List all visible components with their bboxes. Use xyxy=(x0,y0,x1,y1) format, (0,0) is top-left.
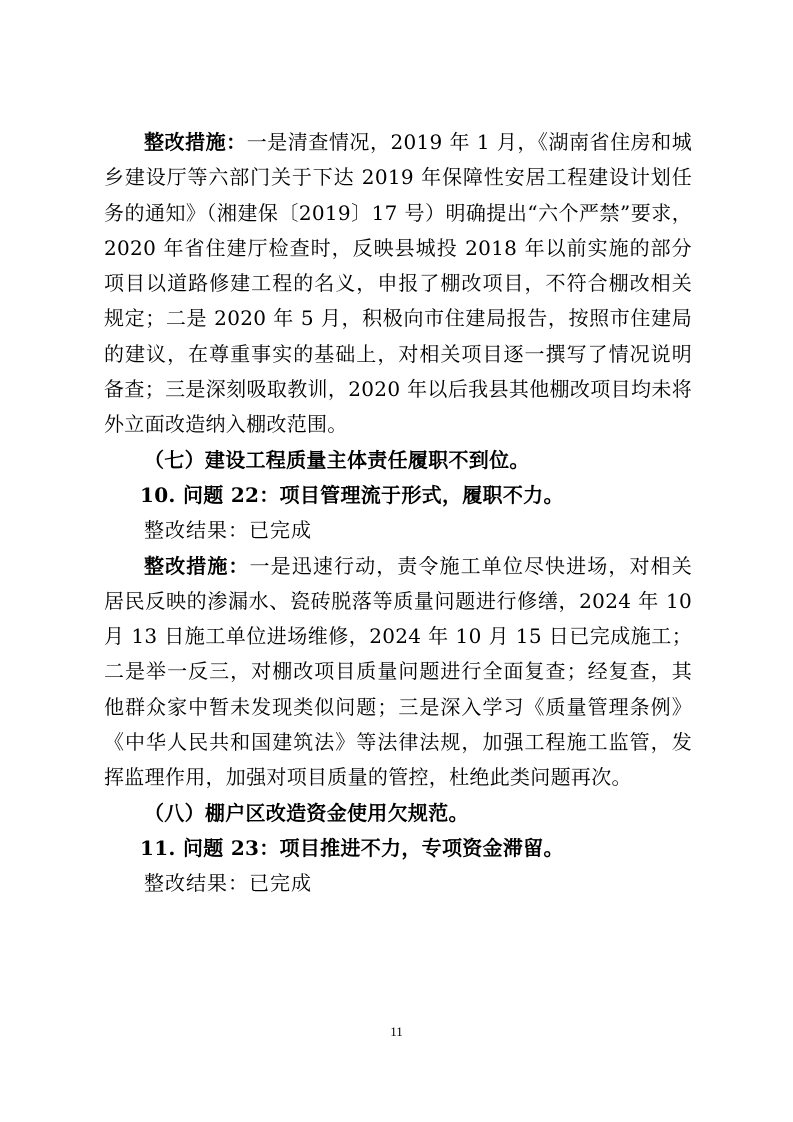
page-number: 11 xyxy=(390,1024,403,1039)
paragraph-text: 一是迅速行动，责令施工单位尽快进场，对相关居民反映的渗漏水、瓷砖脱落等质量问题进行修缮，2024 年 10 月 13 日施工单位进场维修，2024 年 10 月 15 日已完成施工；二是举一反三，对棚改项目质量问题进行全面复查；经复查，其他群众家中暂未发现类似问题；三是深入学习《质量管理条例》《中华人民共和国建筑法》等法律法规，加强工程施工监管，发挥监理作用，加强对项目质量的管控，杜绝此类问题再次。 xyxy=(104,553,692,790)
issue-heading-23: 11. 问题 23：项目推进不力，专项资金滞留。 xyxy=(140,835,564,860)
section-heading-8: （八）棚户区改造资金使用欠规范。 xyxy=(144,800,469,825)
section-heading-7: （七）建设工程质量主体责任履职不到位。 xyxy=(144,447,530,472)
paragraph-text: 一是清查情况，2019 年 1 月，《湖南省住房和城乡建设厅等六部门关于下达 2019 年保障性安居工程建设计划任务的通知》（湘建保〔2019〕17 号）明确提出“六个严禁”要求，2020 年省住建厅检查时，反映县城投 2018 年以前实施的部分项目以道路修建工程的名义，申报了棚改项目，不符合棚改相关规定；二是 2020 年 5 月，积极向市住建局报告，按照市住建局的建议，在尊重事实的基础上，对相关项目逐一撰写了情况说明备查；三是深刻吸取教训，2020 年以后我县其他棚改项目均未将外立面改造纳入棚改范围。 xyxy=(104,130,692,437)
rectification-measures-paragraph-1 xyxy=(104,125,692,443)
issue-heading-22: 10. 问题 22：项目管理流于形式，履职不力。 xyxy=(140,482,564,507)
rectification-measures-paragraph-2 xyxy=(104,549,692,796)
rectification-result-23: 整改结果：已完成 xyxy=(144,871,312,896)
paragraph-lead: 整改措施： xyxy=(144,130,247,154)
document-body xyxy=(104,125,692,902)
rectification-result-22: 整改结果：已完成 xyxy=(144,518,312,543)
paragraph-lead: 整改措施： xyxy=(144,553,250,578)
